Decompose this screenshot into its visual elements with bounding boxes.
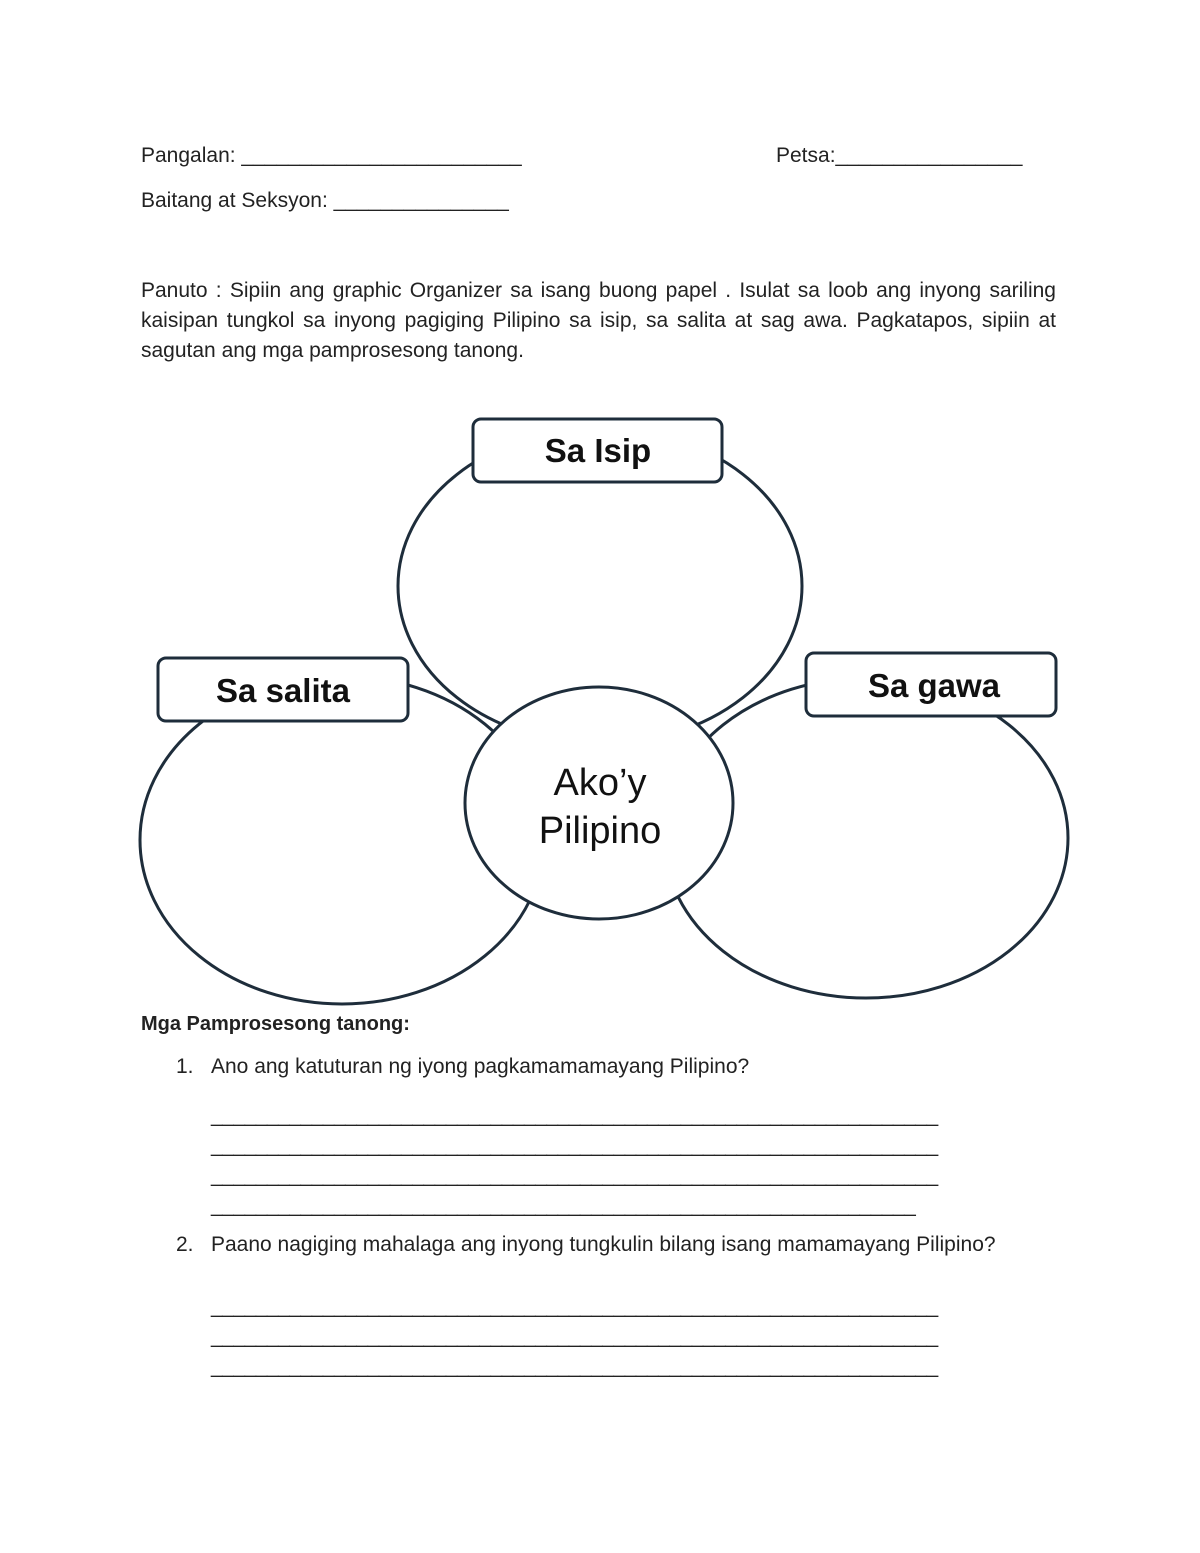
question-text: Paano nagiging mahalaga ang inyong tungkulin bilang isang mamamayang Pilipino?	[211, 1233, 996, 1256]
name-field-label: Pangalan: ________________________	[141, 144, 522, 167]
right-label: Sa gawa	[867, 667, 1001, 704]
left-label: Sa salita	[216, 672, 350, 709]
answer-line[interactable]: _________________________________________________________________	[211, 1164, 938, 1187]
questions-title: Mga Pamprosesong tanong:	[141, 1013, 410, 1035]
date-field-label: Petsa:________________	[776, 144, 1023, 167]
answer-line[interactable]: _______________________________________________________________	[211, 1194, 916, 1217]
center-label-line1: Ako’y	[553, 762, 647, 804]
answer-line[interactable]: _________________________________________________________________	[211, 1325, 938, 1348]
question-text: Ano ang katuturan ng iyong pagkamamamayang Pilipino?	[211, 1055, 750, 1078]
grade-section-field-label: Baitang at Seksyon: _______________	[141, 189, 509, 212]
question-number: 1.	[176, 1055, 194, 1078]
answer-line[interactable]: _________________________________________________________________	[211, 1104, 938, 1127]
answer-line[interactable]: _________________________________________________________________	[211, 1295, 938, 1318]
question-number: 2.	[176, 1233, 194, 1256]
top-label: Sa Isip	[544, 432, 652, 469]
answer-line[interactable]: _________________________________________________________________	[211, 1355, 938, 1378]
answer-line[interactable]: _________________________________________________________________	[211, 1134, 938, 1157]
center-label-line2: Pilipino	[538, 810, 662, 852]
instructions-paragraph: Panuto : Sipiin ang graphic Organizer sa isang buong papel . Isulat sa loob ang inyong sariling kaisipan tungkol sa inyong pagiging Pilipino sa isip, sa salita at sag awa. Pagkatapos, sipiin at sagutan ang mga pamprosesong tanong.	[141, 279, 1056, 362]
